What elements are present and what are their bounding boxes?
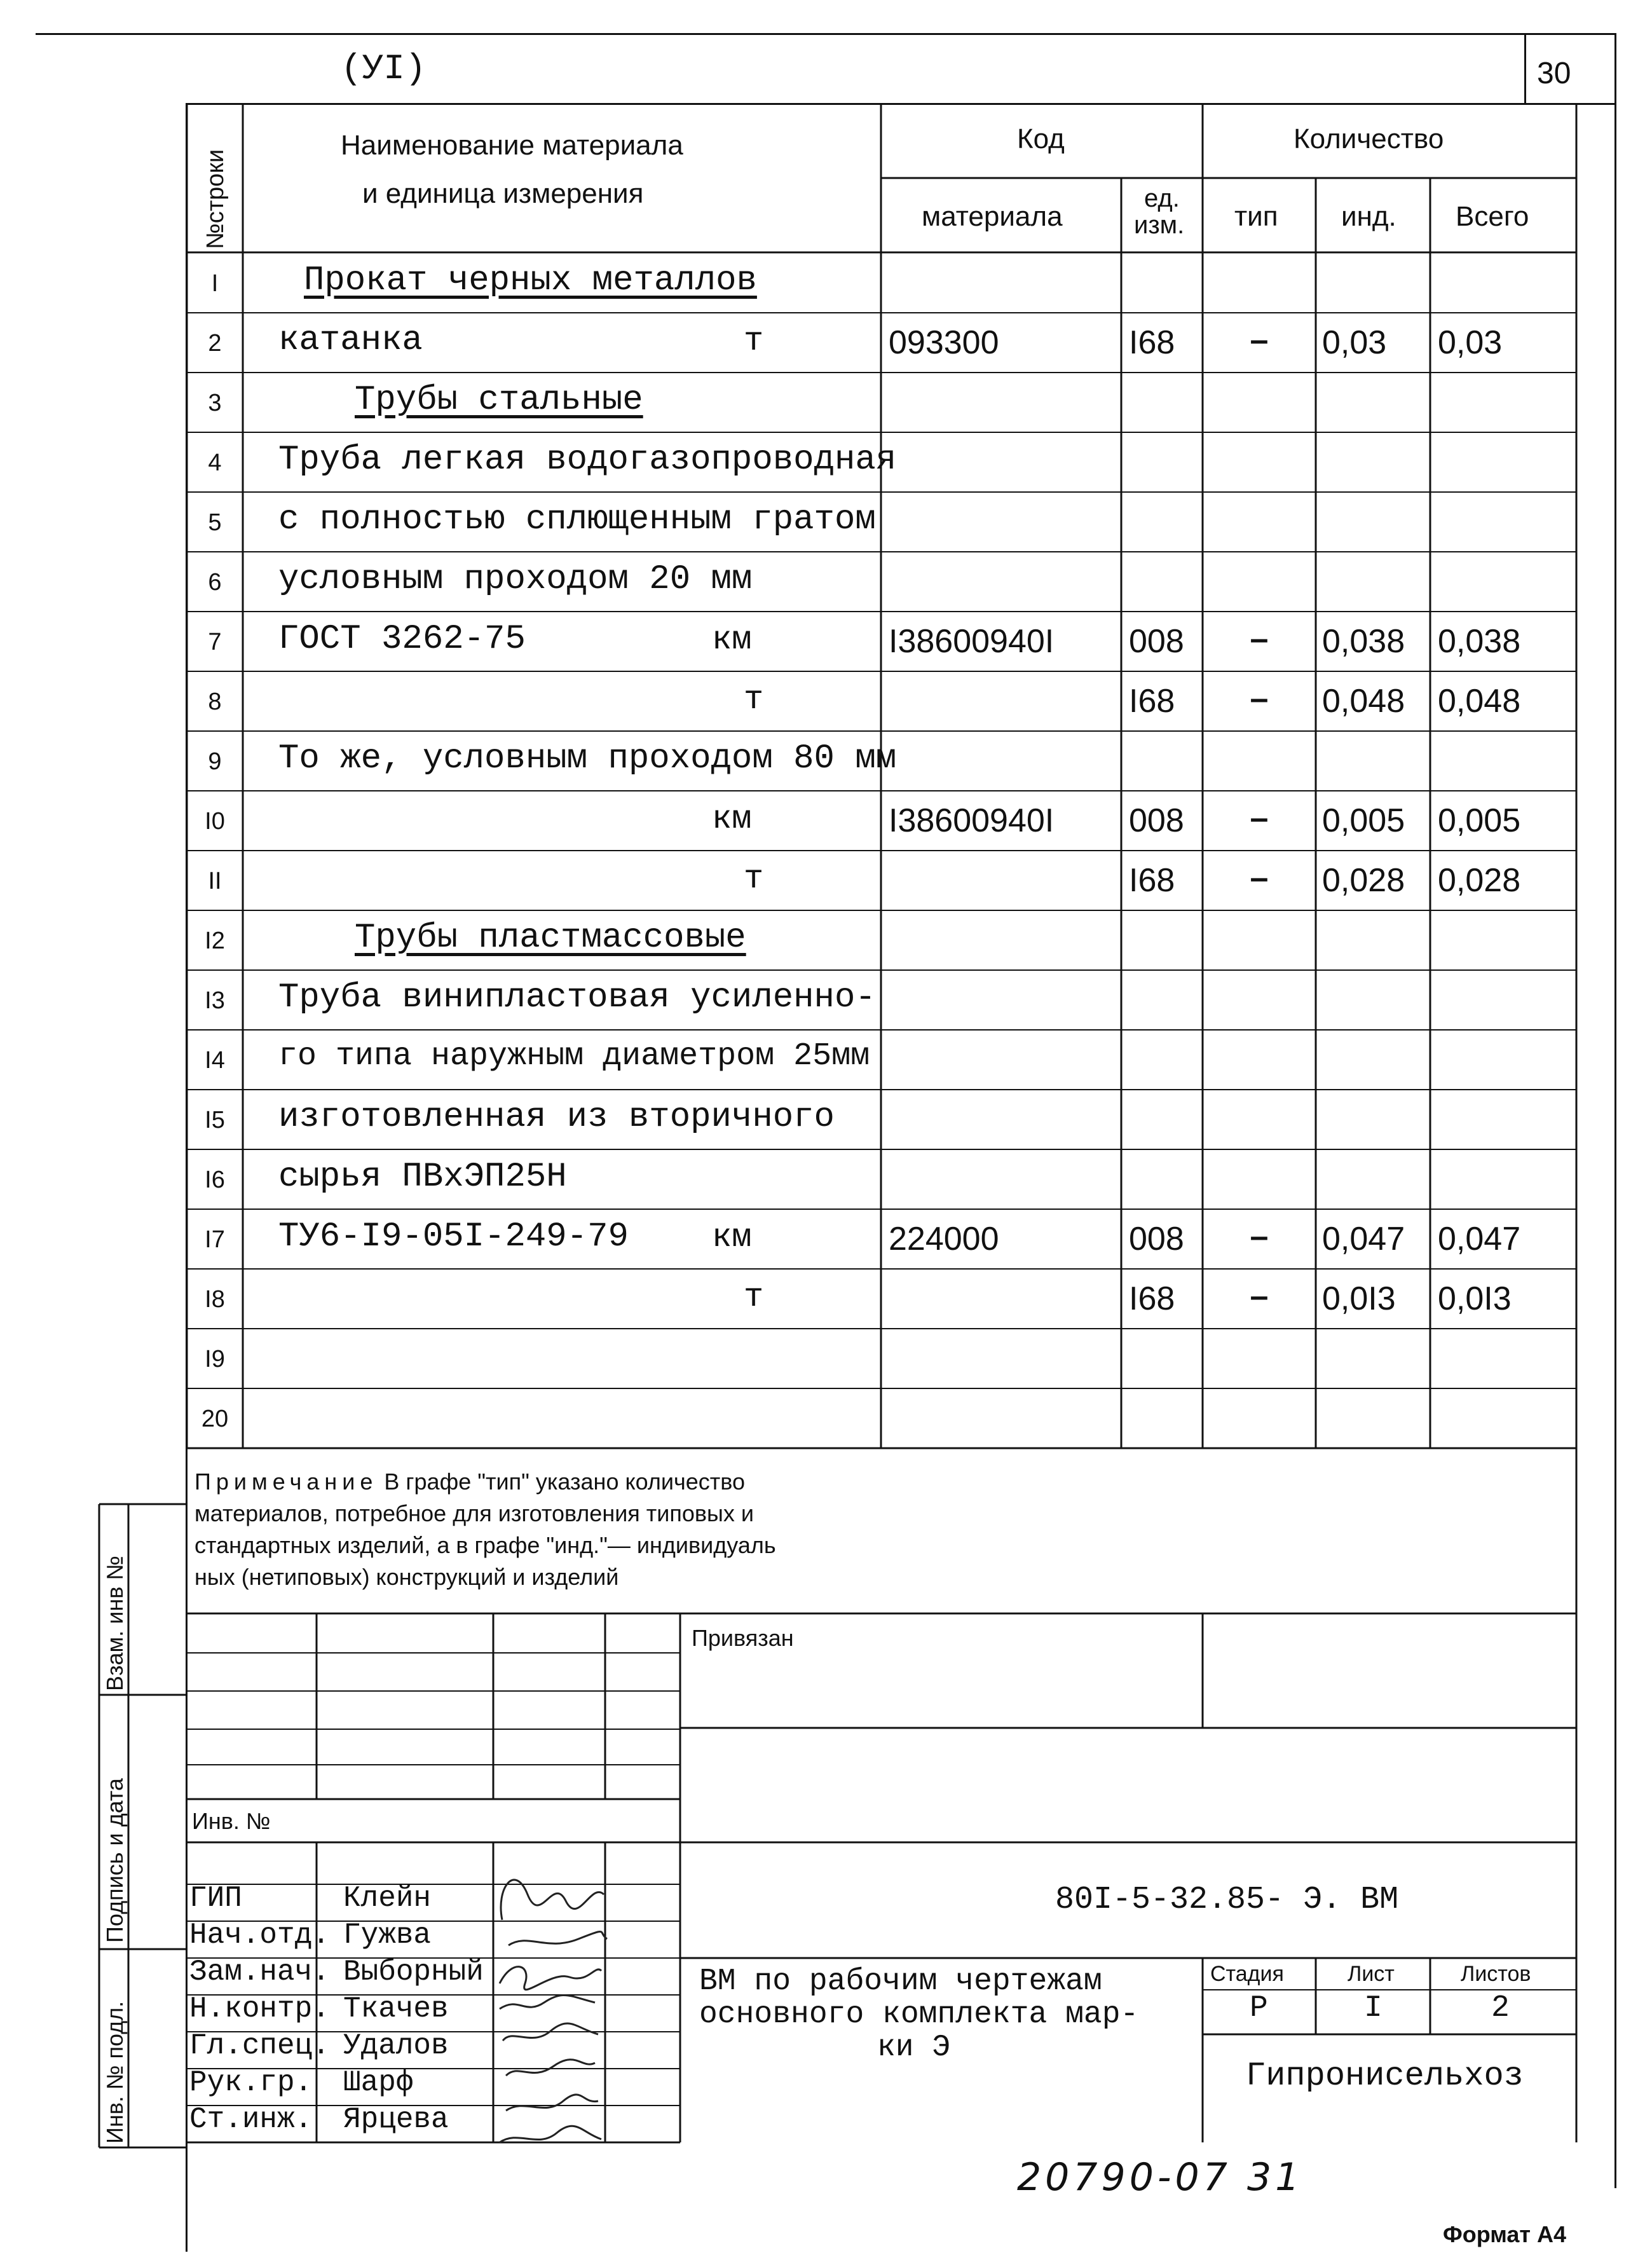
signer-role: Нач.отд.	[189, 1919, 330, 1952]
row-number: I5	[205, 1107, 225, 1133]
row-name: условным проходом 20 мм	[278, 560, 753, 599]
stage-value: Р	[1250, 1991, 1268, 2025]
header-qty-ind: инд.	[1341, 201, 1396, 232]
row-unit: км	[712, 621, 752, 659]
row-material-code: I38600940I	[889, 802, 1055, 839]
signatures-scribbles	[493, 1958, 608, 2149]
format-label: Формат А4	[1443, 2221, 1567, 2247]
row-number: II	[208, 868, 222, 894]
row-unit-code: 008	[1129, 802, 1184, 839]
row-unit-code: 008	[1129, 1221, 1184, 1257]
row-qty-type: –	[1250, 322, 1269, 359]
signer-role: Зам.нач.	[189, 1955, 330, 1989]
row-qty-total: 0,047	[1438, 1221, 1521, 1257]
signer-role: Гл.спец.	[189, 2029, 330, 2062]
row-qty-ind: 0,028	[1322, 862, 1405, 899]
row-number: 6	[208, 569, 222, 596]
note-line1: В графе "тип" указано количество	[384, 1469, 745, 1495]
row-number: I8	[205, 1286, 225, 1313]
signer-role: ГИП	[189, 1882, 242, 1915]
row-number: I2	[205, 928, 225, 954]
doc-title-line2: основного комплекта мар-	[699, 1997, 1139, 2032]
row-unit-code: I68	[1129, 1280, 1175, 1317]
header-row-no: №строки	[202, 149, 229, 249]
row-name: катанка	[278, 321, 423, 360]
row-number: I7	[205, 1226, 225, 1253]
sheets-label: Листов	[1461, 1962, 1531, 1986]
doc-title-line3: ки Э	[877, 2030, 951, 2065]
row-unit: т	[744, 322, 764, 360]
signer-name: Шарф	[343, 2066, 414, 2099]
document-code: 80I-5-32.85- Э. ВМ	[1055, 1882, 1399, 1918]
header-qty-type: тип	[1234, 201, 1278, 232]
side-label-inv-podl: Инв. № подл.	[102, 2001, 128, 2144]
row-number: 5	[208, 509, 222, 536]
row-qty-total: 0,03	[1438, 324, 1503, 361]
header-name-line2: и единица измерения	[362, 178, 644, 209]
row-unit-code: 008	[1129, 623, 1184, 660]
row-name: Трубы стальные	[355, 381, 643, 420]
sheet-label: Лист	[1348, 1962, 1395, 1986]
signer-name: Гужва	[343, 1919, 432, 1952]
row-qty-type: –	[1250, 800, 1269, 837]
row-qty-total: 0,005	[1438, 802, 1521, 839]
signer-name: Удалов	[343, 2029, 449, 2062]
signer-role: Ст.инж.	[189, 2103, 313, 2136]
row-name: го типа наружным диаметром 25мм	[278, 1038, 870, 1074]
inv-no-label: Инв. №	[192, 1808, 271, 1834]
section-label: (УI)	[341, 48, 427, 89]
row-number: I6	[205, 1167, 225, 1193]
row-qty-type: –	[1250, 1278, 1269, 1315]
row-qty-ind: 0,048	[1322, 683, 1405, 720]
doc-title-line1: ВМ по рабочим чертежам	[699, 1964, 1102, 1999]
signer-name: Ярцева	[343, 2103, 449, 2136]
header-qty-group: Количество	[1294, 123, 1444, 154]
row-number: I	[211, 270, 219, 297]
privyazan-label: Привязан	[692, 1625, 794, 1651]
header-unit-line2: изм.	[1134, 211, 1185, 239]
sheets-value: 2	[1491, 1991, 1510, 2025]
header-code-material: материала	[922, 201, 1063, 232]
row-material-code: 224000	[889, 1221, 999, 1257]
note-line3: стандартных изделий, а в графе "инд."— индивидуаль	[195, 1532, 776, 1558]
row-qty-total: 0,038	[1438, 623, 1521, 660]
row-unit: т	[744, 681, 764, 718]
row-qty-type: –	[1250, 680, 1269, 717]
row-name: То же, условным проходом 80 мм	[278, 739, 897, 778]
organization: Гипронисельхоз	[1246, 2057, 1524, 2095]
row-unit: т	[744, 1278, 764, 1316]
row-unit-code: I68	[1129, 862, 1175, 899]
row-number: I9	[205, 1346, 225, 1373]
row-qty-ind: 0,005	[1322, 802, 1405, 839]
row-qty-total: 0,0I3	[1438, 1280, 1512, 1317]
row-qty-type: –	[1250, 859, 1269, 896]
note-label: Примечание	[195, 1469, 378, 1495]
row-name: Трубы пластмассовые	[355, 919, 746, 957]
row-name: Труба винипластовая усиленно-	[278, 978, 876, 1017]
row-number: 8	[208, 688, 222, 715]
handwritten-number: 20790-07 31	[1017, 2155, 1304, 2200]
row-unit: км	[712, 1219, 752, 1256]
page-number: 30	[1537, 57, 1571, 90]
row-unit: т	[744, 860, 764, 898]
row-qty-type: –	[1250, 620, 1269, 657]
row-qty-type: –	[1250, 1218, 1269, 1255]
row-qty-total: 0,028	[1438, 862, 1521, 899]
row-name: Труба легкая водогазопроводная	[278, 441, 897, 479]
row-unit-code: I68	[1129, 683, 1175, 720]
row-name: Прокат черных металлов	[304, 261, 757, 300]
side-label-vzam: Взам. инв №	[102, 1555, 128, 1691]
signer-name: Клейн	[343, 1882, 432, 1915]
row-number: I0	[205, 808, 225, 835]
signer-role: Н.контр.	[189, 1992, 330, 2025]
signature-scribble-top	[489, 1837, 610, 1958]
row-name: с полностью сплющенным гратом	[278, 500, 876, 539]
row-qty-ind: 0,03	[1322, 324, 1387, 361]
side-label-podpis: Подпись и дата	[102, 1778, 128, 1943]
row-name: ТУ6-I9-05I-249-79	[278, 1217, 629, 1256]
row-number: 7	[208, 629, 222, 655]
row-unit: км	[712, 800, 752, 838]
row-name: сырья ПВхЭП25Н	[278, 1158, 567, 1196]
row-number: 9	[208, 748, 222, 775]
row-number: I3	[205, 987, 225, 1014]
header-name-line1: Наименование материала	[341, 130, 683, 161]
row-material-code: 093300	[889, 324, 999, 361]
row-unit-code: I68	[1129, 324, 1175, 361]
header-unit-line1: ед.	[1144, 184, 1180, 212]
signer-role: Рук.гр.	[189, 2066, 313, 2099]
stage-label: Стадия	[1210, 1962, 1284, 1986]
sheet-value: I	[1364, 1991, 1382, 2025]
note-line4: ных (нетиповых) конструкций и изделий	[195, 1564, 619, 1590]
row-qty-ind: 0,0I3	[1322, 1280, 1396, 1317]
row-material-code: I38600940I	[889, 623, 1055, 660]
row-number: 3	[208, 390, 222, 416]
row-qty-ind: 0,047	[1322, 1221, 1405, 1257]
signer-name: Ткачев	[343, 1992, 449, 2025]
row-name: изготовленная из вторичного	[278, 1098, 835, 1137]
row-qty-total: 0,048	[1438, 683, 1521, 720]
row-qty-ind: 0,038	[1322, 623, 1405, 660]
header-qty-total: Всего	[1456, 201, 1529, 232]
row-number: I4	[205, 1047, 225, 1074]
signer-name: Выборный	[343, 1955, 484, 1989]
header-code-group: Код	[1017, 123, 1065, 154]
row-number: 20	[201, 1406, 229, 1432]
note-line2: материалов, потребное для изготовления типовых и	[195, 1500, 754, 1526]
row-number: 4	[208, 449, 222, 476]
row-name: ГОСТ 3262-75	[278, 620, 526, 659]
row-number: 2	[208, 330, 222, 357]
